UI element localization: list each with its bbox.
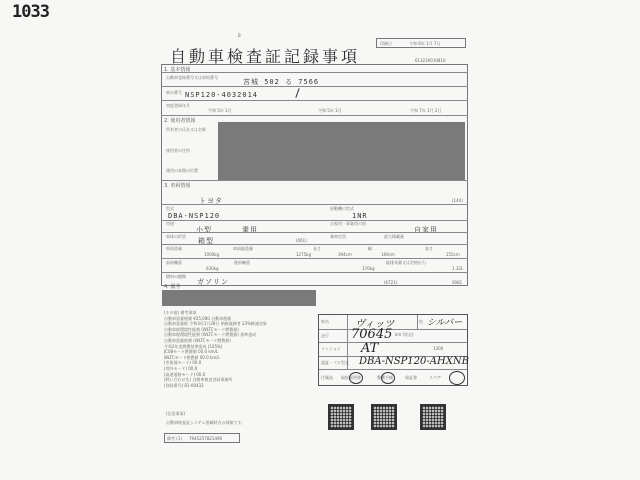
model-label: 認証・フル型式 xyxy=(321,360,349,365)
qr-code-icon xyxy=(371,404,397,430)
tag-manual: 取扱説明書 xyxy=(341,375,361,380)
length-value: 394cm xyxy=(338,252,352,257)
width-value: 169cm xyxy=(381,252,395,257)
notes-block xyxy=(164,310,324,388)
title-mark: B xyxy=(238,33,241,38)
note-line: JC08モード燃費値 00.0 km/L xyxy=(164,349,219,355)
note-line: (登録番号) 81-00432 xyxy=(164,382,204,388)
note-line: WLTCモード燃費値 00.0 km/L xyxy=(164,354,220,360)
weight-value: 1000kg xyxy=(204,252,220,257)
footer-note: 自動車検査証システム搭載時点の情報です。 xyxy=(166,420,246,425)
use-value: 乗用 xyxy=(242,226,258,234)
model-value: DBA-NSP120 xyxy=(168,212,221,220)
color-value: シルバー xyxy=(427,318,463,328)
class-label: 用途 xyxy=(166,221,174,226)
owner-label: 所有者の氏名又は名称 xyxy=(166,127,206,132)
tag-spare: スペア xyxy=(429,375,441,380)
divider xyxy=(161,115,468,116)
circle-mark-icon xyxy=(349,372,363,384)
fuel-code: (6721) xyxy=(384,280,398,285)
user-address-label: 使用者の住所 xyxy=(166,148,190,153)
divider xyxy=(161,220,468,221)
fuel-code-2: 0081 xyxy=(452,280,463,285)
height-value: 155cm xyxy=(446,252,460,257)
tag-warranty: 保証書 xyxy=(405,375,417,380)
divider xyxy=(161,244,468,245)
first-reg-label: 初度登録年月 xyxy=(166,103,190,108)
note-line: (郊外モード) 00.0 xyxy=(164,365,198,371)
divider xyxy=(161,258,468,259)
disp-value: 1300 xyxy=(433,346,444,351)
qr-code-icon xyxy=(328,404,354,430)
mileage-label: 走行 xyxy=(321,333,329,338)
section4-heading: 4. 備考 xyxy=(164,284,181,290)
type-code: (061) xyxy=(296,238,307,243)
displacement-label: 総排気量又は定格出力 xyxy=(386,260,426,265)
note-line: 自動車重量税 令和3年1月28日 納税義務者 23%軽減対象 xyxy=(164,321,267,327)
note-line: (その他) 備考事項 xyxy=(164,310,197,315)
chassis-label: 車台番号 xyxy=(166,90,182,95)
print-date-value: 令和 6年 1月 7日 xyxy=(409,41,441,46)
divider xyxy=(319,342,467,343)
print-date-box xyxy=(376,38,466,48)
bottom-label: 備考 (1) xyxy=(167,436,182,441)
car-label: 車名 xyxy=(321,319,329,324)
reg-value: 宮城 502 る 7566 xyxy=(243,78,320,86)
section1-heading: 1. 基本情報 xyxy=(164,67,191,73)
date-right: 令和 7年 1月 2日 xyxy=(410,108,442,113)
engine-value: 1NR xyxy=(352,212,368,220)
first-reg-value: 令和 5年 1月 xyxy=(208,108,232,113)
gross-value: 1275kg xyxy=(296,252,312,257)
handwritten-sticker xyxy=(318,314,468,386)
date-mid: 令和 5年 1月 xyxy=(318,108,342,113)
maker-value: トヨタ xyxy=(199,197,223,205)
displacement-value: 1.32L xyxy=(452,266,464,271)
base-label: 使用の本拠の位置 xyxy=(166,168,198,173)
note-line: (高速道路モード) 00.0 xyxy=(164,371,206,377)
front-axle-label: 前前軸重 xyxy=(166,260,182,265)
footer-label: (注意事項) xyxy=(166,411,186,416)
trans-value: AT xyxy=(361,341,379,356)
trans-label: ミッション xyxy=(321,346,341,351)
bottom-code-box xyxy=(164,433,240,443)
note-line: 自動車重量税割 (WLTCモード燃費値) xyxy=(164,337,231,343)
note-line: 自動車税環境性能割 (WLTCモード燃費値) xyxy=(164,326,239,332)
gross-label: 車両総重量 xyxy=(233,246,253,251)
circle-mark-icon xyxy=(449,371,465,385)
rear-axle-value: 370kg xyxy=(362,266,375,271)
divider xyxy=(161,100,468,101)
capacity-label: 乗車定員 xyxy=(330,234,346,239)
note-line: (問い合わせ先) 自動車検査登録事務所 xyxy=(164,377,233,383)
divider xyxy=(161,86,468,87)
divider xyxy=(417,315,418,329)
fuel-label: 燃料の種類 xyxy=(166,274,186,279)
qr-code-icon xyxy=(420,404,446,430)
car-value: ヴィッツ xyxy=(355,319,395,330)
weight-label: 車両重量 xyxy=(166,246,182,251)
rear-axle-label: 後前軸重 xyxy=(234,260,250,265)
fuel-value: ガソリン xyxy=(197,278,229,286)
width-label: 幅 xyxy=(368,246,372,251)
divider xyxy=(161,204,468,205)
reg-label: 自動車登録番号又は車両番号 xyxy=(166,75,218,80)
model-value: DBA-NSP120-AHXNB xyxy=(359,356,469,367)
height-label: 高さ xyxy=(425,246,433,251)
mileage-unit: km (実走) xyxy=(395,332,414,337)
redacted-notes-header xyxy=(162,290,316,306)
max-load-label: 最大積載量 xyxy=(384,234,404,239)
section3-heading: 3. 車両情報 xyxy=(164,183,191,189)
model-label: 型式 xyxy=(166,206,174,211)
note-line: (市街地モード) 00.0 xyxy=(164,360,202,366)
divider xyxy=(161,72,468,73)
section2-heading: 2. 使用者情報 xyxy=(164,118,196,124)
page-title: 自動車検査証記録事項 xyxy=(170,47,361,66)
note-line: 自動車重量税額 ¥25,000 自動車税額 xyxy=(164,315,232,321)
redacted-owner-info xyxy=(218,122,465,180)
divider xyxy=(319,369,467,370)
type-value: 箱型 xyxy=(198,237,214,245)
mileage-value: 70645 xyxy=(351,327,393,342)
print-date-label: 印刷日 xyxy=(380,41,392,46)
note-line: 令和2年度燃費基準達成 (105%) xyxy=(164,343,223,349)
tags-label: 付属品 xyxy=(321,375,333,380)
type-label: 車体の形状 xyxy=(166,234,186,239)
bottom-code: 7945257821496 xyxy=(189,436,223,441)
color-label: 色 xyxy=(419,319,423,324)
front-axle-value: 630kg xyxy=(206,266,219,271)
document-number: 1033 xyxy=(12,2,49,22)
chassis-value: NSP120-4032014 xyxy=(185,91,259,99)
purpose-value: 自家用 xyxy=(414,226,438,234)
engine-label: 原動機の型式 xyxy=(330,206,354,211)
purpose-label: 自家用・事業用の別 xyxy=(330,221,366,226)
maker-code: (144) xyxy=(452,198,463,203)
class-value: 小型 xyxy=(196,226,212,234)
note-line: 自動車税環境性能割 (WLTCモード燃費値) 基準達成 xyxy=(164,332,257,338)
serial-number: 613230010810 xyxy=(415,58,446,63)
divider xyxy=(161,180,468,181)
circle-mark-icon xyxy=(381,372,395,384)
tag-service-book: 整備手帳 xyxy=(377,375,393,380)
divider xyxy=(161,272,468,273)
divider xyxy=(161,232,468,233)
length-label: 長さ xyxy=(313,246,321,251)
